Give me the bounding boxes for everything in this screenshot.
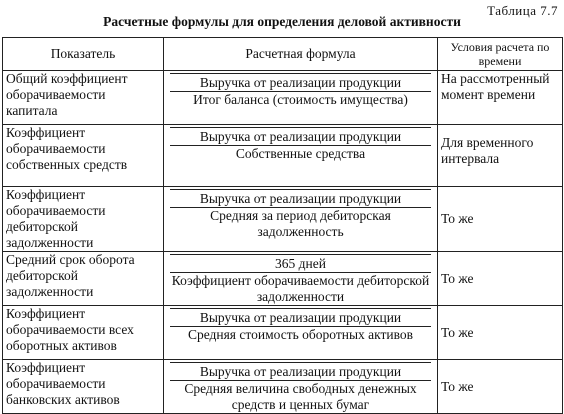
table-row bbox=[3, 252, 563, 306]
formula-denominator: Коэффициент оборачиваемости дебиторской задолженности bbox=[171, 273, 430, 304]
table-row bbox=[3, 125, 563, 187]
indicator-cell: Общий коэффициент оборачиваемости капитала bbox=[3, 71, 164, 125]
indicator-cell: Коэффициент оборачиваемости банковских активов bbox=[3, 360, 164, 414]
condition-cell: То же bbox=[438, 187, 563, 252]
indicator-cell: Коэффициент оборачиваемости дебиторской задолженности bbox=[3, 187, 164, 252]
formula-numerator: Выручка от реализации продукции bbox=[170, 73, 431, 91]
indicator-cell: Коэффициент оборачиваемости собственных средств bbox=[3, 125, 164, 187]
table-row bbox=[3, 187, 563, 252]
header-row bbox=[3, 38, 563, 71]
indicator-cell: Средний срок оборота дебиторской задолженности bbox=[3, 252, 164, 306]
formula-numerator: Выручка от реализации продукции bbox=[170, 362, 431, 380]
formula-denominator: Средняя за период дебиторская задолженность bbox=[170, 207, 431, 240]
formulas-table bbox=[2, 37, 563, 414]
header-condition: Условия расчета по времени bbox=[438, 38, 563, 71]
formula-cell bbox=[164, 360, 438, 414]
formula-denominator: Итог баланса (стоимость имущества) bbox=[170, 91, 431, 108]
header-formula: Расчетная формула bbox=[164, 38, 438, 71]
table-row bbox=[3, 306, 563, 360]
formula-cell bbox=[164, 187, 438, 252]
header-indicator: Показатель bbox=[3, 38, 164, 71]
condition-cell: Для временного интервала bbox=[438, 125, 563, 187]
indicator-cell: Коэффициент оборачиваемости всех оборотных активов bbox=[3, 306, 164, 360]
table-row bbox=[3, 71, 563, 125]
condition-cell: То же bbox=[438, 252, 563, 306]
formula-cell bbox=[164, 306, 438, 360]
condition-cell: То же bbox=[438, 306, 563, 360]
formula-cell bbox=[164, 252, 438, 306]
formula-numerator: 365 дней bbox=[170, 254, 431, 272]
formula-denominator: Средняя стоимость оборотных активов bbox=[170, 326, 431, 343]
formula-numerator: Выручка от реализации продукции bbox=[170, 308, 431, 326]
condition-cell: То же bbox=[438, 360, 563, 414]
formula-numerator: Выручка от реализации продукции bbox=[170, 189, 431, 207]
table-title: Расчетные формулы для определения деловой активности bbox=[103, 14, 461, 29]
condition-cell: На рассмотренный момент времени bbox=[438, 71, 563, 125]
table-row bbox=[3, 360, 563, 414]
formula-cell bbox=[164, 125, 438, 187]
formula-denominator: Собственные средства bbox=[170, 145, 431, 162]
table-number: Таблица 7.7 bbox=[487, 3, 558, 18]
formula-numerator: Выручка от реализации продукции bbox=[170, 127, 431, 145]
formula-denominator: Средняя величина свободных денежных средств и ценных бумаг bbox=[170, 380, 431, 413]
formula-cell bbox=[164, 71, 438, 125]
